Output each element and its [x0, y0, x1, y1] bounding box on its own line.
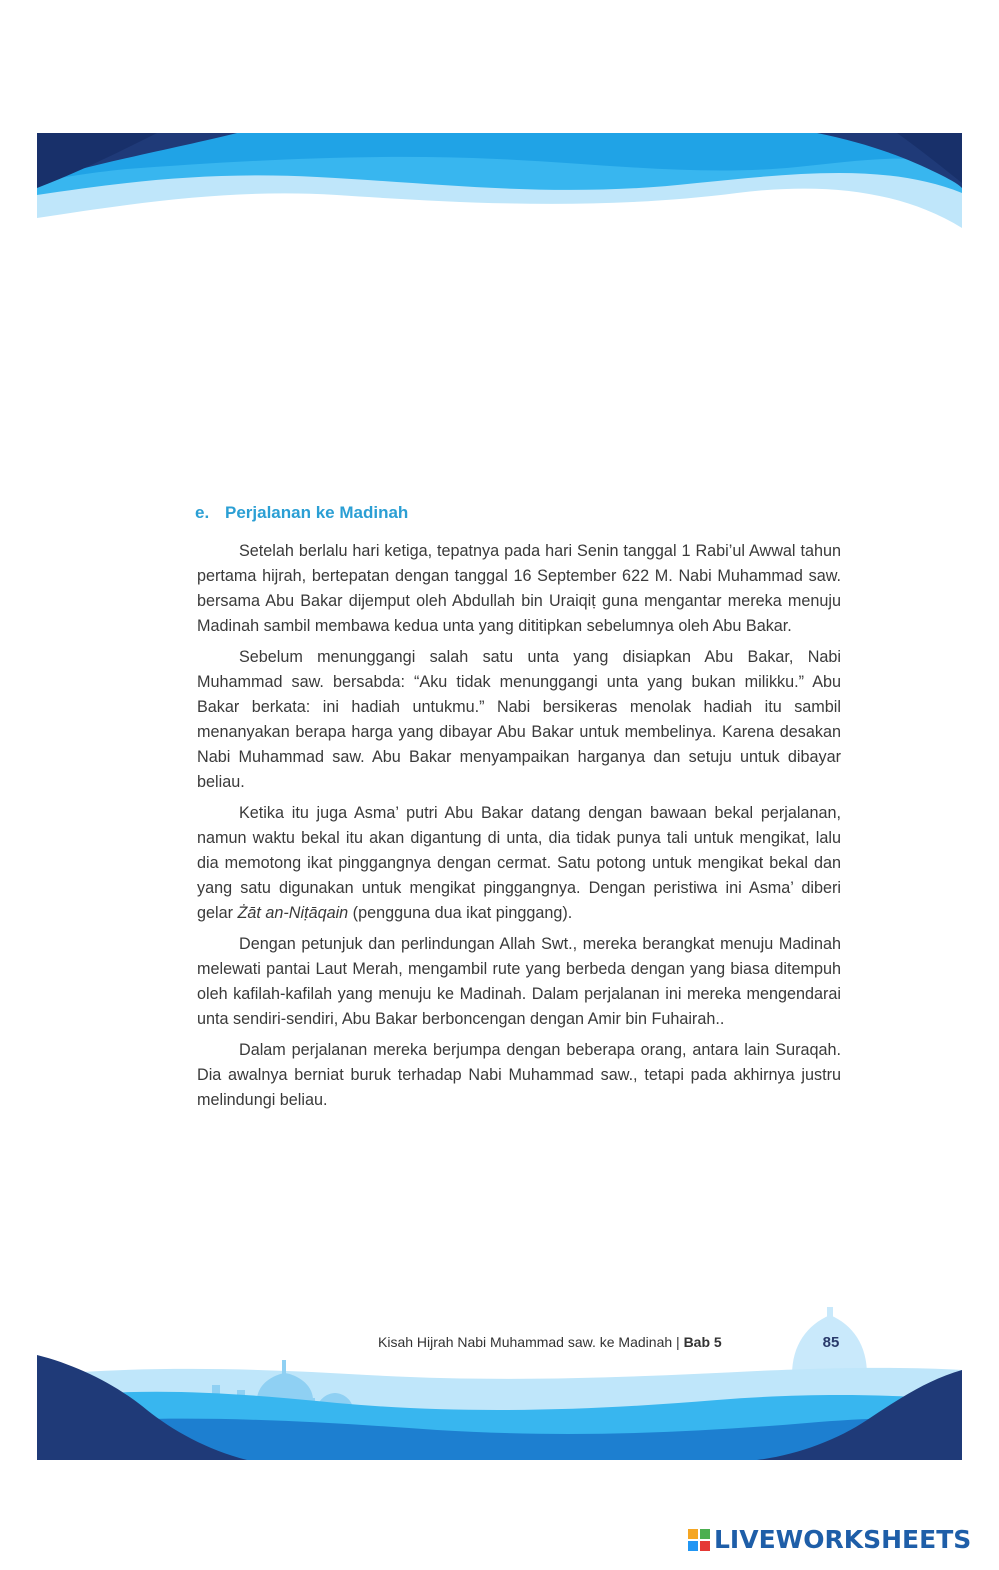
footer-book-title	[378, 1334, 722, 1350]
paragraph-3-italic-term: Żāt an-Niṭāqain	[237, 904, 349, 922]
liveworksheets-logo-icon	[688, 1529, 710, 1551]
paragraph-5: Dalam perjalanan mereka berjumpa dengan beberapa orang, antara lain Suraqah. Dia awalnya berniat buruk terhadap Nabi Muhammad saw., tetapi pada akhirnya justru melindungi beliau.	[197, 1041, 841, 1109]
main-content	[197, 500, 841, 1119]
footer-chapter: Bab 5	[683, 1334, 722, 1350]
paragraph-3	[197, 801, 841, 926]
liveworksheets-watermark[interactable]	[688, 1525, 971, 1554]
section-heading	[195, 500, 841, 525]
page-number: 85	[822, 1334, 840, 1351]
paragraph-1: Setelah berlalu hari ketiga, tepatnya pada hari Senin tanggal 1 Rabi’ul Awwal tahun pertama hijrah, bertepatan dengan tanggal 16 September 622 M. Nabi Muhammad saw. bersama Abu Bakar dijemput oleh Abdullah bin Uraiqiṭ guna mengantar mereka menuju Madinah sambil membawa kedua unta yang dititipkan sebelumnya oleh Abu Bakar.	[197, 542, 841, 635]
top-wave-banner	[37, 133, 962, 233]
section-title: Perjalanan ke Madinah	[225, 503, 409, 522]
paragraph-3-text-end: (pengguna dua ikat pinggang).	[348, 904, 573, 922]
footer-title-text: Kisah Hijrah Nabi Muhammad saw. ke Madinah |	[378, 1334, 684, 1350]
watermark-text: LIVEWORKSHEETS	[714, 1525, 972, 1554]
paragraph-4: Dengan petunjuk dan perlindungan Allah Swt., mereka berangkat menuju Madinah melewati pantai Laut Merah, mengambil rute yang berbeda dengan yang biasa ditempuh oleh kafilah-kafilah yang menuju ke Madinah. Dalam perjalanan ini mereka mengendarai unta sendiri-sendiri, Abu Bakar berboncengan dengan Amir bin Fuhairah..	[197, 935, 841, 1028]
paragraph-2: Sebelum menunggangi salah satu unta yang disiapkan Abu Bakar, Nabi Muhammad saw. bersabda: “Aku tidak menunggangi unta yang bukan milikku.” Abu Bakar berkata: ini hadiah untukmu.” Nabi bersikeras menolak hadiah itu sambil menanyakan berapa harga yang dibayar Abu Bakar untuk membelinya. Karena desakan Nabi Muhammad saw. Abu Bakar menyampaikan harganya dan setuju untuk dibayar beliau.	[197, 648, 841, 791]
section-letter: e.	[195, 503, 210, 522]
bottom-wave-banner	[37, 1305, 962, 1460]
paragraph-3-text: Ketika itu juga Asma’ putri Abu Bakar datang dengan bawaan bekal perjalanan, namun waktu bekal itu akan digantung di unta, dia tidak punya tali untuk mengikat, lalu dia memotong ikat pinggangnya dengan cermat. Satu potong untuk mengikat bekal dan yang satu digunakan untuk mengikat pinggangnya. Dengan peristiwa ini Asma’ diberi gelar	[197, 804, 841, 922]
